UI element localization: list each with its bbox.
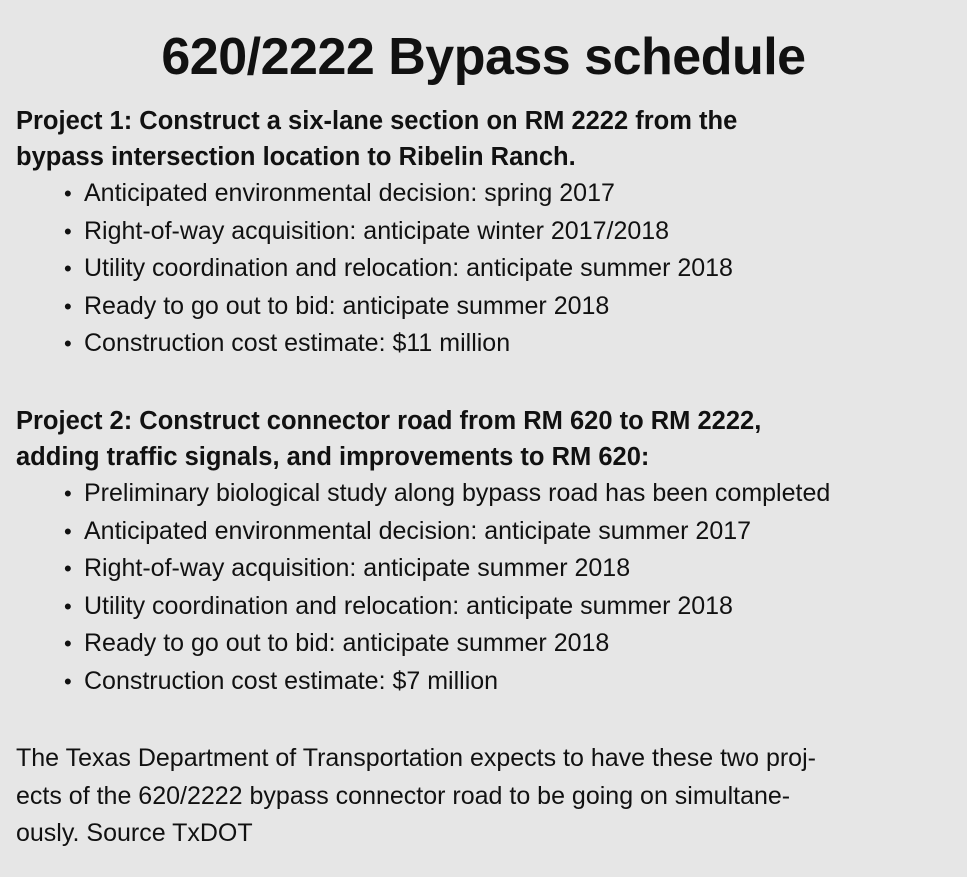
project-1-heading-line-2: bypass intersection location to Ribelin Ranch. <box>16 143 576 171</box>
list-item <box>64 588 951 626</box>
list-item <box>64 625 951 663</box>
list-item <box>64 550 951 588</box>
list-item-text: Right-of-way acquisition: anticipate summer 2018 <box>84 554 631 582</box>
bullet-icon: • <box>64 481 72 506</box>
page-title: 620/2222 Bypass schedule <box>161 28 806 86</box>
list-item <box>64 663 951 701</box>
bullet-icon: • <box>64 668 72 694</box>
project-2-section <box>16 403 951 700</box>
bullet-icon: • <box>64 593 72 619</box>
list-item-text: Ready to go out to bid: anticipate summer 2018 <box>84 629 610 657</box>
bullet-icon: • <box>64 331 72 356</box>
list-item <box>64 513 951 551</box>
list-item-text: Right-of-way acquisition: anticipate winter 2017/2018 <box>84 216 670 245</box>
project-1-list <box>16 175 951 363</box>
list-item <box>64 288 951 326</box>
bullet-icon: • <box>64 256 72 281</box>
list-item-text: Anticipated environmental decision: anticipate summer 2017 <box>84 516 752 545</box>
list-item-text: Construction cost estimate: $11 million <box>84 329 511 357</box>
list-item <box>64 175 951 213</box>
list-item-text: Anticipated environmental decision: spring 2017 <box>84 179 615 207</box>
source-note-line-1: The Texas Department of Transportation expects to have these two proj- <box>16 744 816 772</box>
bullet-icon: • <box>64 518 72 544</box>
list-item-text: Utility coordination and relocation: anticipate summer 2018 <box>84 591 733 620</box>
source-note-line-3: ously. Source TxDOT <box>16 819 253 847</box>
project-1-heading <box>16 103 951 175</box>
project-2-list <box>16 475 951 700</box>
list-item-text: Preliminary biological study along bypass road has been completed <box>84 479 831 507</box>
project-2-heading-line-2: adding traffic signals, and improvements to RM 620: <box>16 443 650 471</box>
bullet-icon: • <box>64 181 72 206</box>
source-note <box>16 740 946 853</box>
source-note-line-2: ects of the 620/2222 bypass connector road to be going on simultane- <box>16 781 791 810</box>
list-item <box>64 250 951 288</box>
bullet-icon: • <box>64 293 72 319</box>
bullet-icon: • <box>64 631 72 656</box>
list-item <box>64 213 951 251</box>
list-item-text: Ready to go out to bid: anticipate summer 2018 <box>84 291 610 320</box>
project-1-heading-line-1: Project 1: Construct a six-lane section on RM 2222 from the <box>16 107 738 135</box>
list-item <box>64 475 951 513</box>
project-2-heading-line-1: Project 2: Construct connector road from RM 620 to RM 2222, <box>16 407 762 435</box>
list-item-text: Utility coordination and relocation: anticipate summer 2018 <box>84 254 733 282</box>
bullet-icon: • <box>64 556 72 581</box>
bullet-icon: • <box>64 218 72 244</box>
project-2-heading <box>16 403 951 475</box>
project-1-section <box>16 103 951 363</box>
list-item <box>64 325 951 363</box>
list-item-text: Construction cost estimate: $7 million <box>84 666 499 695</box>
